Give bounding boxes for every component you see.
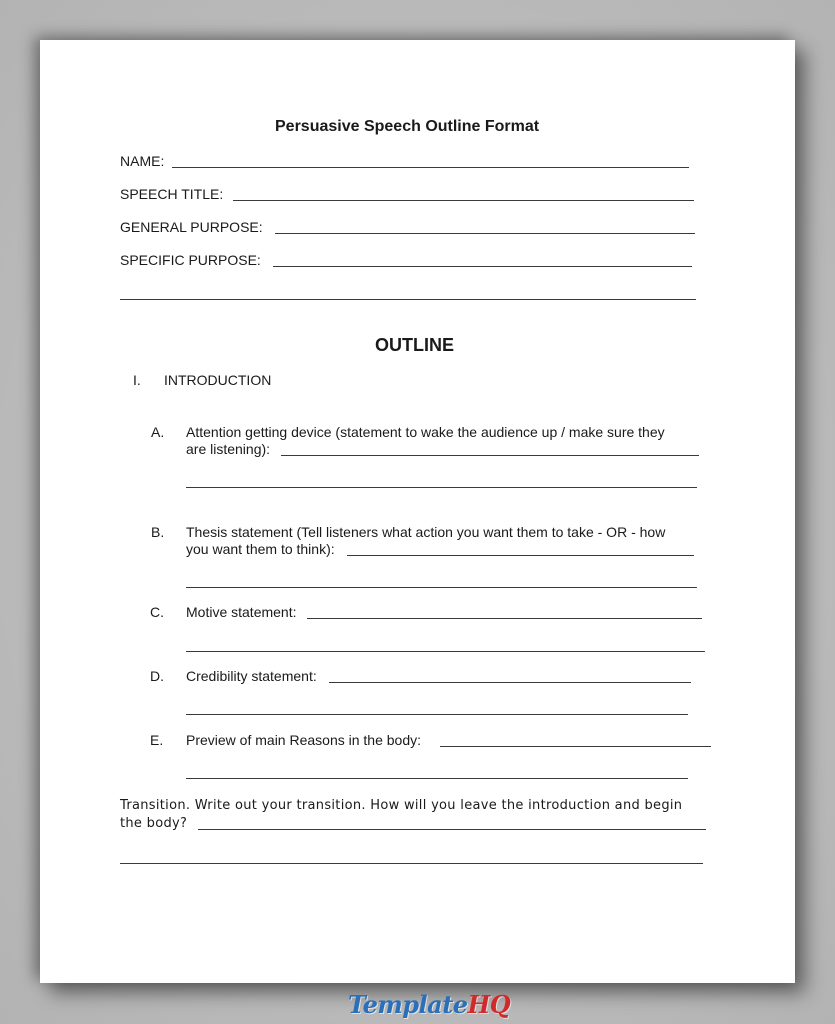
general-purpose-label: GENERAL PURPOSE:	[120, 219, 263, 235]
item-a-text-line2: are listening):	[186, 441, 271, 457]
name-label: NAME:	[120, 153, 165, 169]
item-c-extra-line[interactable]	[186, 651, 705, 652]
item-a-letter: A.	[151, 424, 165, 440]
item-d-field-line[interactable]	[329, 682, 691, 683]
document-page	[40, 40, 795, 983]
item-a-field-line[interactable]	[281, 455, 699, 456]
transition-text-line2: the body?	[120, 816, 188, 831]
item-b-text-line2: you want them to think):	[186, 541, 335, 557]
item-b-text-line1: Thesis statement (Tell listeners what action you want them to take - OR - how	[186, 524, 666, 540]
item-a-extra-line[interactable]	[186, 487, 697, 488]
transition-field-line[interactable]	[198, 829, 706, 830]
item-e-letter: E.	[150, 732, 164, 748]
item-e-extra-line[interactable]	[186, 778, 688, 779]
item-a-text-line1: Attention getting device (statement to wake the audience up / make sure they	[186, 424, 665, 440]
speech-title-label: SPEECH TITLE:	[120, 186, 224, 202]
item-d-text: Credibility statement:	[186, 668, 317, 684]
speech-title-field-line[interactable]	[233, 200, 694, 201]
item-b-field-line[interactable]	[347, 555, 694, 556]
specific-purpose-extra-line[interactable]	[120, 299, 696, 300]
item-c-field-line[interactable]	[307, 618, 702, 619]
outline-heading: OUTLINE	[375, 335, 454, 355]
item-e-field-line[interactable]	[440, 746, 711, 747]
item-b-extra-line[interactable]	[186, 587, 697, 588]
section-numeral: I.	[133, 372, 141, 388]
item-d-extra-line[interactable]	[186, 714, 688, 715]
brand-part1: Template	[348, 990, 468, 1019]
item-d-letter: D.	[150, 668, 164, 684]
item-c-letter: C.	[150, 604, 164, 620]
item-b-letter: B.	[151, 524, 165, 540]
item-c-text: Motive statement:	[186, 604, 297, 620]
item-e-text: Preview of main Reasons in the body:	[186, 732, 422, 748]
brand-part2: HQ	[467, 990, 511, 1019]
transition-text-line1: Transition. Write out your transition. How will you leave the introduction and begin	[120, 798, 683, 813]
specific-purpose-label: SPECIFIC PURPOSE:	[120, 252, 261, 268]
document-title: Persuasive Speech Outline Format	[275, 118, 540, 135]
general-purpose-field-line[interactable]	[275, 233, 695, 234]
section-title: INTRODUCTION	[164, 372, 272, 388]
specific-purpose-field-line[interactable]	[273, 266, 692, 267]
transition-extra-line[interactable]	[120, 863, 703, 864]
name-field-line[interactable]	[172, 167, 689, 168]
templatehq-logo	[348, 990, 510, 1019]
